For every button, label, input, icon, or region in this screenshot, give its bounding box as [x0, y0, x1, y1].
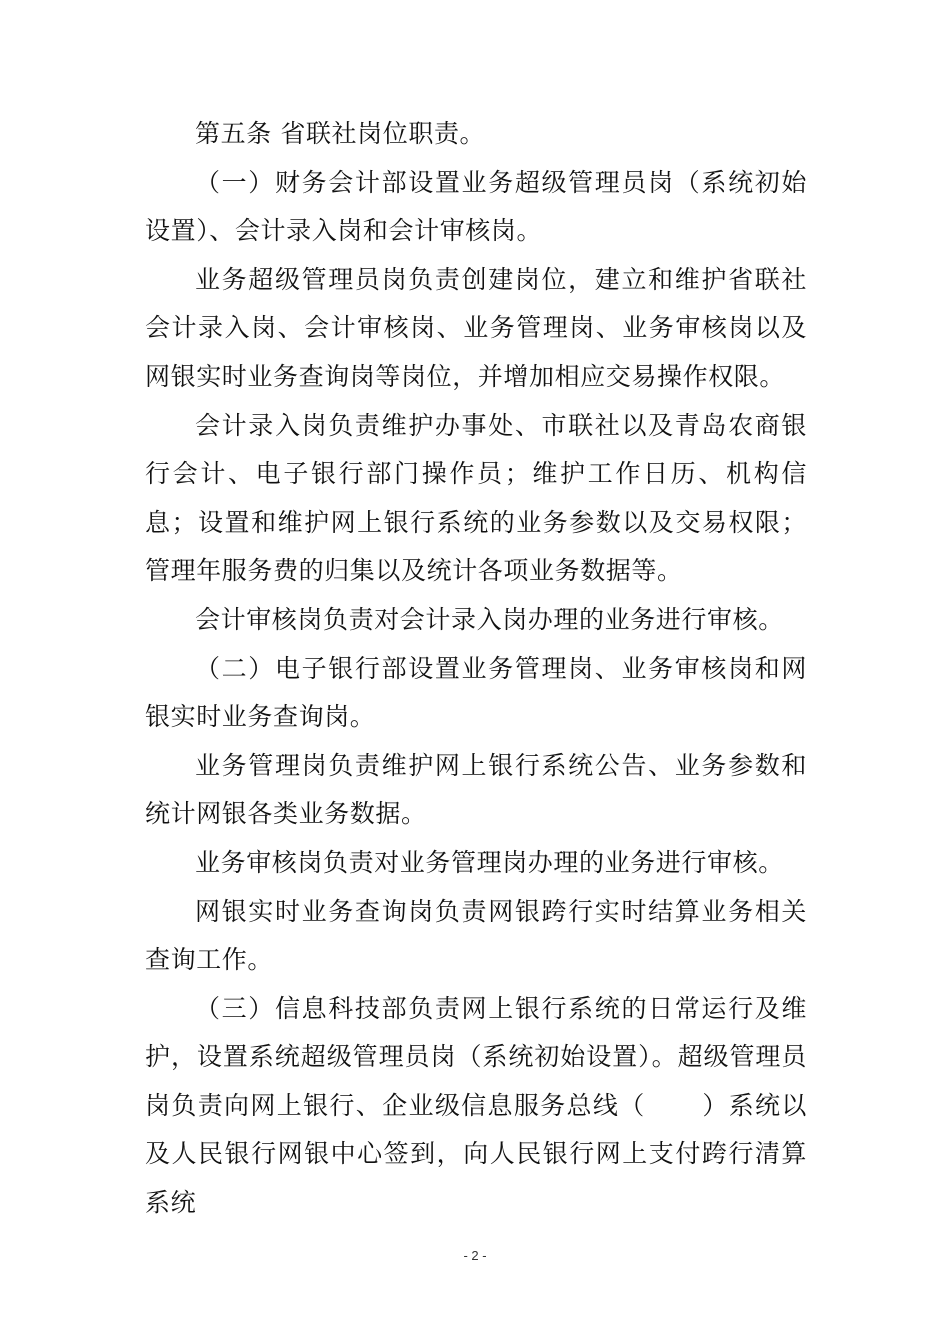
article-heading: 第五条 省联社岗位职责。: [195, 119, 486, 148]
section-two-intro: （二）电子银行部设置业务管理岗、业务审核岗和网银实时业务查询岗。: [145, 653, 807, 732]
section-three-part-two: ）系统以及人民银行网银中心签到，向人民银行网上支付跨行清算系统: [145, 1090, 807, 1218]
section-three-intro: [145, 985, 807, 1228]
paragraph-accounting-entry: 会计录入岗负责维护办事处、市联社以及青岛农商银行会计、电子银行部门操作员；维护工作日历、机构信息；设置和维护网上银行系统的业务参数以及交易权限；管理年服务费的归集以及统计各项业务数据等。: [145, 410, 807, 586]
section-one-intro: （一）财务会计部设置业务超级管理员岗（系统初始设置）、会计录入岗和会计审核岗。: [145, 167, 807, 246]
paragraph-super-admin: 业务超级管理员岗负责创建岗位，建立和维护省联社会计录入岗、会计审核岗、业务管理岗、业务审核岗以及网银实时业务查询岗等岗位，并增加相应交易操作权限。: [145, 264, 807, 391]
paragraph-business-management: 业务管理岗负责维护网上银行系统公告、业务参数和统计网银各类业务数据。: [145, 750, 807, 829]
paragraph-realtime-query: 网银实时业务查询岗负责网银跨行实时结算业务相关查询工作。: [145, 896, 807, 975]
paragraph-business-review: 业务审核岗负责对业务管理岗办理的业务进行审核。: [195, 847, 784, 877]
paragraph-accounting-review: 会计审核岗负责对会计录入岗办理的业务进行审核。: [195, 604, 784, 634]
page-number: - 2 -: [463, 1248, 487, 1263]
document-body: [145, 110, 807, 1228]
section-three-part-one: （三）信息科技部负责网上银行系统的日常运行及维护，设置系统超级管理员岗（系统初始设置）。超级管理员岗负责向网上银行、企业级信息服务总线（: [145, 993, 807, 1120]
